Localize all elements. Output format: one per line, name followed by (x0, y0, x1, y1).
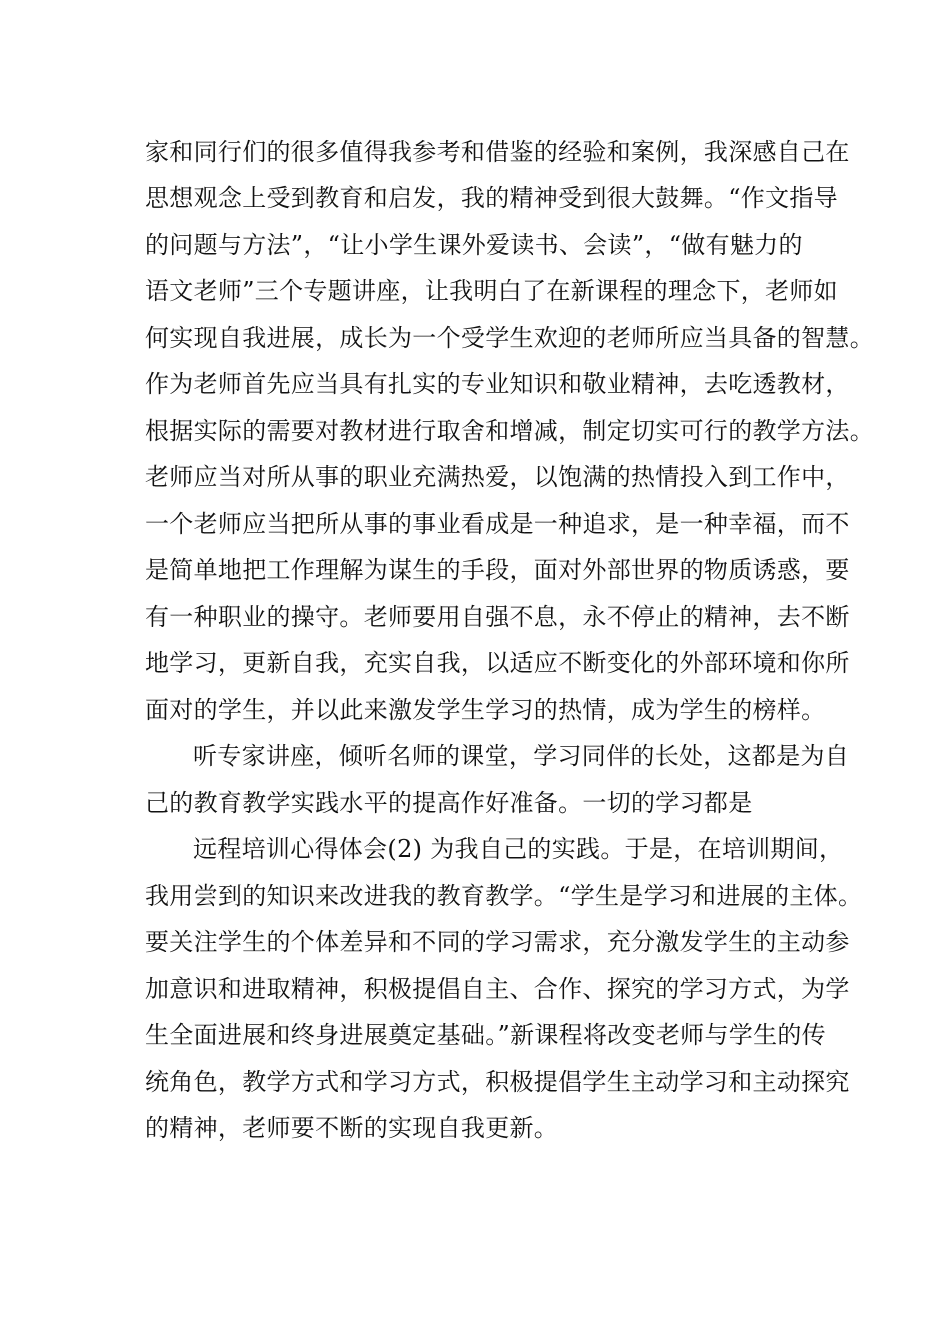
text-line: 己的教育教学实践水平的提高作好准备。一切的学习都是 (145, 789, 753, 817)
text-line: 老师应当对所从事的职业充满热爱，以饱满的热情投入到工作中， (145, 463, 850, 491)
text-line: 有一种职业的操守。老师要用自强不息，永不停止的精神，去不断 (145, 603, 850, 631)
text-line: 加意识和进取精神，积极提倡自主、合作、探究的学习方式，为学 (145, 975, 850, 1003)
paragraph-first-line: 听专家讲座，倾听名师的课堂，学习同伴的长处，这都是为自 (193, 742, 850, 770)
text-line: 根据实际的需要对教材进行取舍和增减，制定切实可行的教学方法。 (145, 417, 874, 445)
text-line: 家和同行们的很多值得我参考和借鉴的经验和案例，我深感自己在 (145, 138, 850, 166)
text-line: 的精神，老师要不断的实现自我更新。 (145, 1114, 559, 1142)
text-line: 生全面进展和终身进展奠定基础。”新课程将改变老师与学生的传 (145, 1021, 826, 1049)
text-line: 的问题与方法”，“让小学生课外爱读书、会读”，“做有魅力的 (145, 231, 803, 259)
text-line: 面对的学生，并以此来激发学生学习的热情，成为学生的榜样。 (145, 696, 826, 724)
text-line: 我用尝到的知识来改进我的教育教学。“学生是学习和进展的主体。 (145, 882, 863, 910)
text-line: 地学习，更新自我，充实自我，以适应不断变化的外部环境和你所 (145, 649, 850, 677)
text-line: 是简单地把工作理解为谋生的手段，面对外部世界的物质诱惑，要 (145, 556, 850, 584)
text-line: 统角色，教学方式和学习方式，积极提倡学生主动学习和主动探究 (145, 1068, 850, 1096)
text-line: 何实现自我进展，成长为一个受学生欢迎的老师所应当具备的智慧。 (145, 324, 874, 352)
paragraph-first-line: 远程培训心得体会(2) 为我自己的实践。于是，在培训期间， (193, 835, 844, 863)
text-line: 要关注学生的个体差异和不同的学习需求，充分激发学生的主动参 (145, 928, 850, 956)
text-line: 作为老师首先应当具有扎实的专业知识和敬业精神，去吃透教材， (145, 370, 850, 398)
text-line: 思想观念上受到教育和启发，我的精神受到很大鼓舞。“作文指导 (145, 184, 838, 212)
text-line: 一个老师应当把所从事的事业看成是一种追求，是一种幸福，而不 (145, 510, 850, 538)
text-line: 语文老师”三个专题讲座，让我明白了在新课程的理念下，老师如 (145, 277, 838, 305)
